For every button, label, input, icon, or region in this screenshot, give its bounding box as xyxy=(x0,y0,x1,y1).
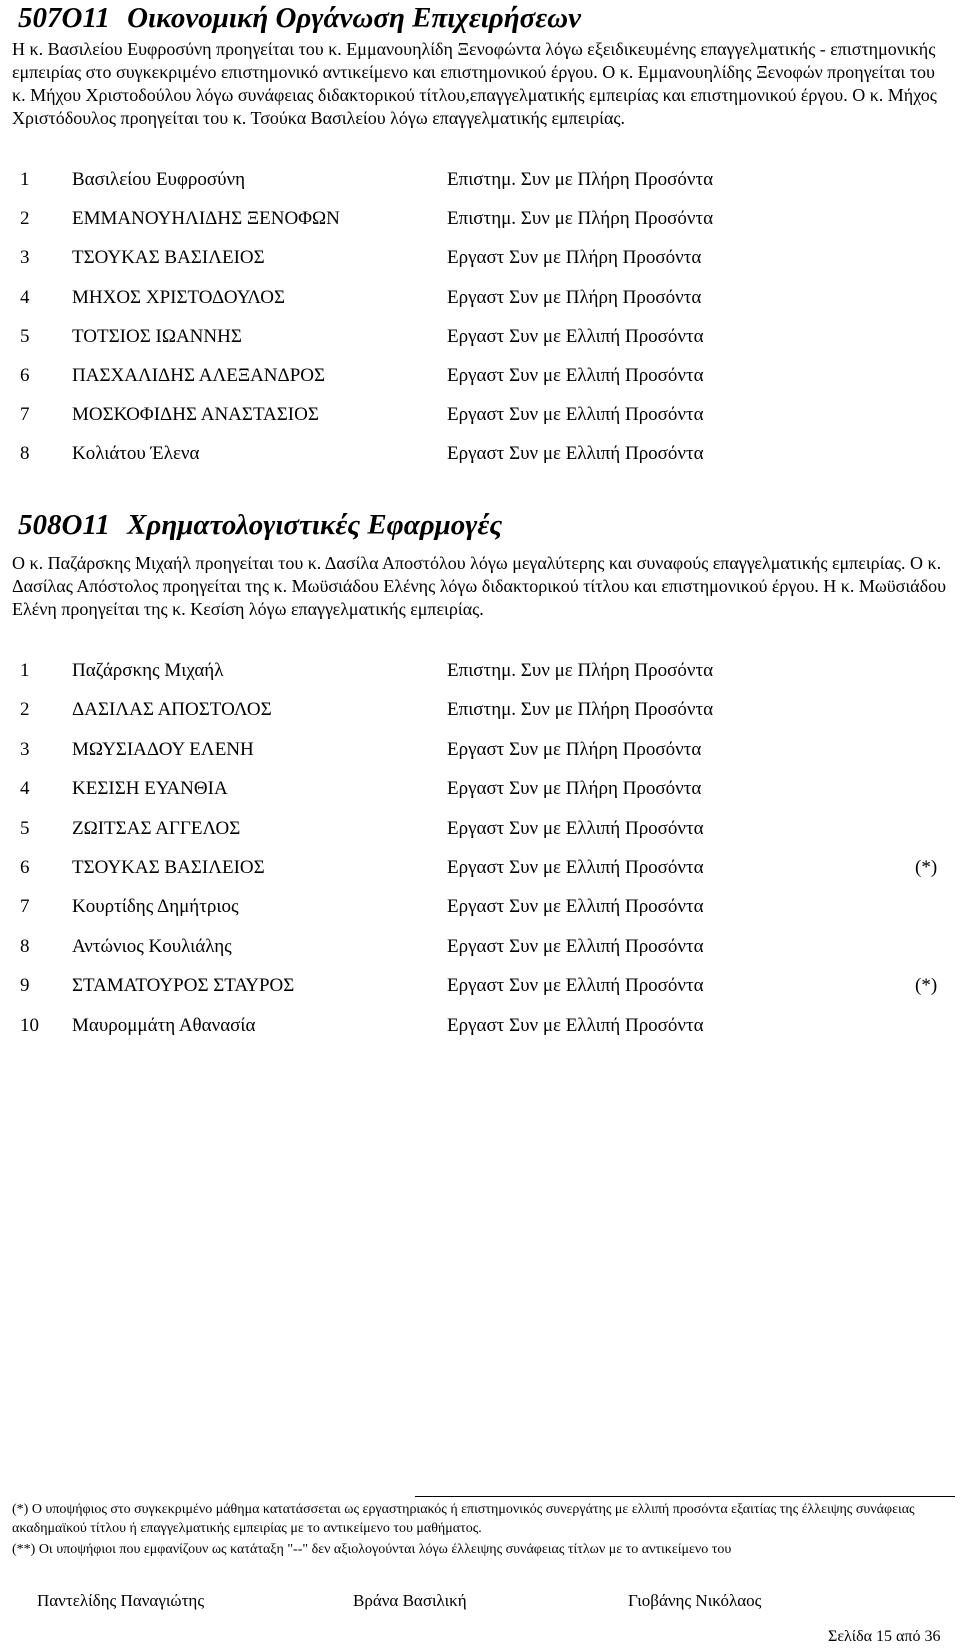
qualification-status: Εργαστ Συν με Ελλιπή Προσόντα xyxy=(447,1014,704,1036)
candidate-name: ΤΣΟΥΚΑΣ ΒΑΣΙΛΕΙΟΣ xyxy=(72,247,265,269)
candidate-name: ΕΜΜΑΝΟΥΗΛΙΔΗΣ ΞΕΝΟΦΩΝ xyxy=(72,208,340,230)
ranking-row xyxy=(0,659,960,683)
candidate-name: Παζάρσκης Μιχαήλ xyxy=(72,660,224,681)
ranking-row xyxy=(0,698,960,722)
ranking-row xyxy=(0,403,960,427)
rank-number: 5 xyxy=(20,817,30,839)
signature-name: Βράνα Βασιλική xyxy=(353,1591,467,1610)
candidate-name: ΚΕΣΙΣΗ ΕΥΑΝΘΙΑ xyxy=(72,778,228,800)
qualification-status: Εργαστ Συν με Ελλιπή Προσόντα xyxy=(447,817,704,839)
ranking-row xyxy=(0,738,960,762)
qualification-status: Εργαστ Συν με Πλήρη Προσόντα xyxy=(447,738,702,760)
candidate-name: ΤΣΟΥΚΑΣ ΒΑΣΙΛΕΙΟΣ xyxy=(72,857,265,878)
course-code: 508Ο11 xyxy=(18,509,110,541)
ranking-row xyxy=(0,935,960,959)
ranking-row xyxy=(0,817,960,841)
rank-number: 3 xyxy=(20,738,30,760)
rank-number: 1 xyxy=(20,660,30,681)
rank-number: 7 xyxy=(20,404,30,426)
qualification-status: Επιστημ. Συν με Πλήρη Προσόντα xyxy=(447,660,714,681)
ranking-row xyxy=(0,168,960,192)
course-heading-508 xyxy=(18,509,502,541)
candidate-name: ΔΑΣΙΛΑΣ ΑΠΟΣΤΟΛΟΣ xyxy=(72,699,272,721)
ranking-row xyxy=(0,777,960,801)
rank-number: 8 xyxy=(20,935,30,957)
qualification-status: Εργαστ Συν με Ελλιπή Προσόντα xyxy=(447,325,704,347)
ranking-row xyxy=(0,286,960,310)
ranking-row xyxy=(0,895,960,919)
qualification-status: Εργαστ Συν με Πλήρη Προσόντα xyxy=(447,247,702,269)
candidate-name: Κουρτίδης Δημήτριος xyxy=(72,896,239,918)
rank-number: 3 xyxy=(20,247,30,269)
rank-number: 9 xyxy=(20,975,30,997)
rank-number: 7 xyxy=(20,896,30,918)
qualification-status: Εργαστ Συν με Ελλιπή Προσόντα xyxy=(447,404,704,426)
qualification-status: Εργαστ Συν με Ελλιπή Προσόντα xyxy=(447,443,704,465)
ranking-justification: Ο κ. Παζάρσκης Μιχαήλ προηγείται του κ. Δασίλα Αποστόλου λόγω μεγαλύτερης και συναφούς επαγγελματικής εμπειρίας. Ο κ. Δασίλας Απόστολος προηγείται της κ. Μωϋσιάδου Ελένης λόγω διδακτορικού τίτλου και επιστημονικού έργου. Η κ. Μωϋσιάδου Ελένη προηγείται της κ. Κεσίση λόγω επαγγελματικής εμπειρίας. xyxy=(12,553,946,619)
qualification-status: Εργαστ Συν με Ελλιπή Προσόντα xyxy=(447,857,704,878)
qualification-status: Επιστημ. Συν με Πλήρη Προσόντα xyxy=(447,208,714,230)
qualification-status: Εργαστ Συν με Ελλιπή Προσόντα xyxy=(447,975,704,997)
candidate-name: ΤΟΤΣΙΟΣ ΙΩΑΝΝΗΣ xyxy=(72,325,242,347)
rank-number: 6 xyxy=(20,857,30,878)
candidate-name: ΖΩΙΤΣΑΣ ΑΓΓΕΛΟΣ xyxy=(72,817,241,839)
candidate-name: Κολιάτου Έλενα xyxy=(72,443,200,465)
ranking-row xyxy=(0,246,960,270)
ranking-row xyxy=(0,974,960,998)
ranking-row xyxy=(0,442,960,466)
candidate-name: Μαυρομμάτη Αθανασία xyxy=(72,1014,256,1036)
candidate-name: Βασιλείου Ευφροσύνη xyxy=(72,169,246,190)
candidate-name: ΣΤΑΜΑΤΟΥΡΟΣ ΣΤΑΥΡΟΣ xyxy=(72,975,295,997)
candidate-name: Αντώνιος Κουλιάλης xyxy=(72,935,232,957)
qualification-status: Εργαστ Συν με Ελλιπή Προσόντα xyxy=(447,365,704,386)
rank-number: 4 xyxy=(20,778,30,800)
ranking-row xyxy=(0,207,960,231)
signature-name: Παντελίδης Παναγιώτης xyxy=(37,1591,205,1610)
page-number: Σελίδα 15 από 36 xyxy=(828,1628,941,1645)
rank-number: 2 xyxy=(20,699,30,721)
ranking-row xyxy=(0,1014,960,1038)
ranking-row xyxy=(0,325,960,349)
qualification-status: Εργαστ Συν με Πλήρη Προσόντα xyxy=(447,778,702,800)
candidate-name: ΜΟΣΚΟΦΙΔΗΣ ΑΝΑΣΤΑΣΙΟΣ xyxy=(72,404,319,426)
footnote-mark: (*) xyxy=(915,857,938,878)
rank-number: 2 xyxy=(20,208,30,230)
rank-number: 10 xyxy=(20,1014,39,1036)
ranking-row xyxy=(0,856,960,880)
qualification-status: Εργαστ Συν με Ελλιπή Προσόντα xyxy=(447,896,704,918)
candidate-name: ΜΗΧΟΣ ΧΡΙΣΤΟΔΟΥΛΟΣ xyxy=(72,286,286,308)
rank-number: 5 xyxy=(20,325,30,347)
qualification-status: Επιστημ. Συν με Πλήρη Προσόντα xyxy=(447,169,714,190)
course-code: 507Ο11 xyxy=(18,2,110,34)
rank-number: 8 xyxy=(20,443,30,465)
qualification-status: Επιστημ. Συν με Πλήρη Προσόντα xyxy=(447,699,714,721)
candidate-name: ΠΑΣΧΑΛΙΔΗΣ ΑΛΕΞΑΝΔΡΟΣ xyxy=(72,365,326,386)
ranking-justification: Η κ. Βασιλείου Ευφροσύνη προηγείται του κ. Εμμανουηλίδη Ξενοφώντα λόγω εξειδικευμένης επαγγελματικής - επιστημονικής εμπειρίας στο συγκεκριμένο επιστημονικό αντικείμενο και επιστημονικού έργου. Ο κ. Εμμανουηλίδης Ξενοφών προηγείται του κ. Μήχου Χριστοδούλου λόγω συνάφειας διδακτορικού τίτλου,επαγγελματικής εμπειρίας και επιστημονικού έργου. Ο κ. Μήχος Χριστόδουλος προηγείται του κ. Τσούκα Βασιλείου λόγω επαγγελματικής εμπειρίας. xyxy=(12,39,937,128)
course-heading-507 xyxy=(18,2,581,34)
signature-name: Γιοβάνης Νικόλαος xyxy=(628,1591,762,1610)
rank-number: 1 xyxy=(20,169,30,190)
course-title: Οικονομική Οργάνωση Επιχειρήσεων xyxy=(127,2,582,34)
ranking-row xyxy=(0,364,960,388)
rank-number: 4 xyxy=(20,286,30,308)
course-title: Χρηματολογιστικές Εφαρμογές xyxy=(127,509,503,541)
rank-number: 6 xyxy=(20,365,30,386)
footnote-2: (**) Οι υποψήφιοι που εμφανίζουν ως κατάταξη "--" δεν αξιολογούνται λόγω έλλειψης συνάφειας τίτλων με το αντικείμενο του xyxy=(12,1542,732,1557)
qualification-status: Εργαστ Συν με Ελλιπή Προσόντα xyxy=(447,935,704,957)
qualification-status: Εργαστ Συν με Πλήρη Προσόντα xyxy=(447,286,702,308)
footnote-divider xyxy=(415,1496,955,1497)
candidate-name: ΜΩΥΣΙΑΔΟΥ ΕΛΕΝΗ xyxy=(72,738,254,760)
footnote-mark: (*) xyxy=(915,975,938,997)
footnote-1: (*) Ο υποψήφιος στο συγκεκριμένο μάθημα κατατάσσεται ως εργαστηριακός ή επιστημονικός συνεργάτης με ελλιπή προσόντα εξαιτίας της έλλειψης συνάφειας ακαδημαϊκού τίτλου ή επαγγελματικής εμπειρίας με το αντικείμενο του μαθήματος. xyxy=(12,1502,915,1536)
